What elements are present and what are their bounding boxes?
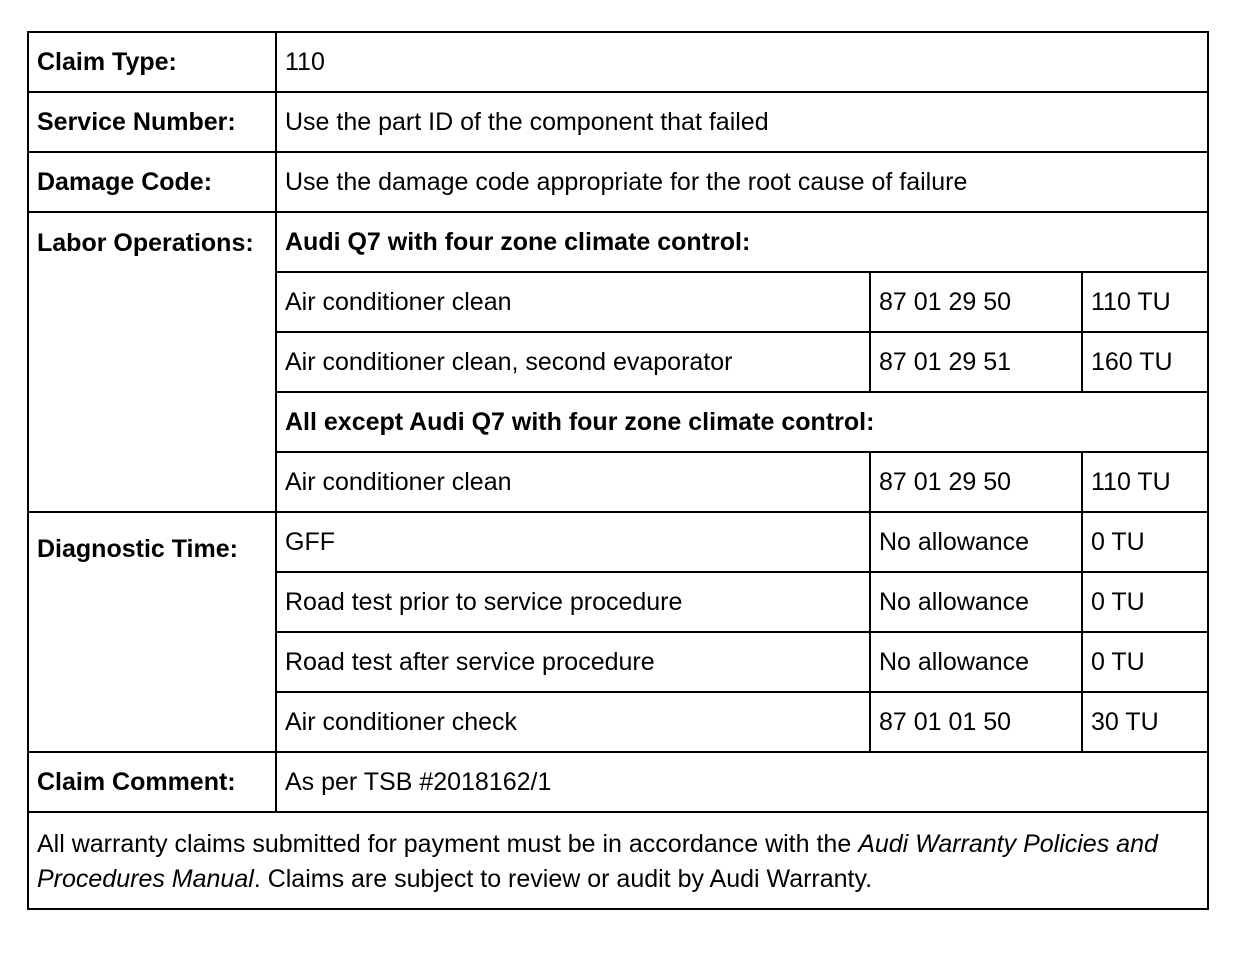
operation-description: Air conditioner clean: [276, 452, 870, 512]
damage-code-label: Damage Code:: [28, 152, 276, 212]
operation-time: 0 TU: [1082, 572, 1208, 632]
damage-code-row: [28, 152, 1208, 212]
operation-time: 160 TU: [1082, 332, 1208, 392]
operation-description: GFF: [276, 512, 870, 572]
table-row: [28, 512, 1208, 572]
operation-code: 87 01 29 51: [870, 332, 1082, 392]
claim-comment-value: As per TSB #2018162/1: [276, 752, 1208, 812]
operation-code: No allowance: [870, 572, 1082, 632]
claim-type-row: [28, 32, 1208, 92]
operation-description: Road test prior to service procedure: [276, 572, 870, 632]
claim-comment-label: Claim Comment:: [28, 752, 276, 812]
damage-code-value: Use the damage code appropriate for the root cause of failure: [276, 152, 1208, 212]
operation-time: 110 TU: [1082, 272, 1208, 332]
warranty-notice-text: . Claims are subject to review or audit by Audi Warranty.: [253, 864, 873, 893]
operation-description: Air conditioner clean, second evaporator: [276, 332, 870, 392]
operation-code: 87 01 01 50: [870, 692, 1082, 752]
operation-description: Air conditioner check: [276, 692, 870, 752]
operation-time: 0 TU: [1082, 512, 1208, 572]
service-number-row: [28, 92, 1208, 152]
service-number-value: Use the part ID of the component that failed: [276, 92, 1208, 152]
claim-comment-row: [28, 752, 1208, 812]
operation-time: 110 TU: [1082, 452, 1208, 512]
operation-time: 30 TU: [1082, 692, 1208, 752]
claim-type-label: Claim Type:: [28, 32, 276, 92]
service-number-label: Service Number:: [28, 92, 276, 152]
operation-description: Road test after service procedure: [276, 632, 870, 692]
operation-code: No allowance: [870, 632, 1082, 692]
footer-row: [28, 812, 1208, 909]
labor-group-heading: Audi Q7 with four zone climate control:: [276, 212, 1208, 272]
operation-code: 87 01 29 50: [870, 452, 1082, 512]
labor-group-heading: All except Audi Q7 with four zone climate control:: [276, 392, 1208, 452]
warranty-notice: [28, 812, 1208, 909]
operation-time: 0 TU: [1082, 632, 1208, 692]
diagnostic-time-label: Diagnostic Time:: [28, 512, 276, 752]
claim-type-value: 110: [276, 32, 1208, 92]
labor-operations-label: Labor Operations:: [28, 212, 276, 512]
labor-operations-heading-row: [28, 212, 1208, 272]
operation-code: 87 01 29 50: [870, 272, 1082, 332]
warranty-manual-title: Audi Warranty Policies and Procedures Manual: [37, 829, 1158, 893]
warranty-claim-table: [27, 31, 1209, 910]
operation-description: Air conditioner clean: [276, 272, 870, 332]
operation-code: No allowance: [870, 512, 1082, 572]
warranty-notice-text: All warranty claims submitted for payment must be in accordance with the: [37, 829, 859, 858]
